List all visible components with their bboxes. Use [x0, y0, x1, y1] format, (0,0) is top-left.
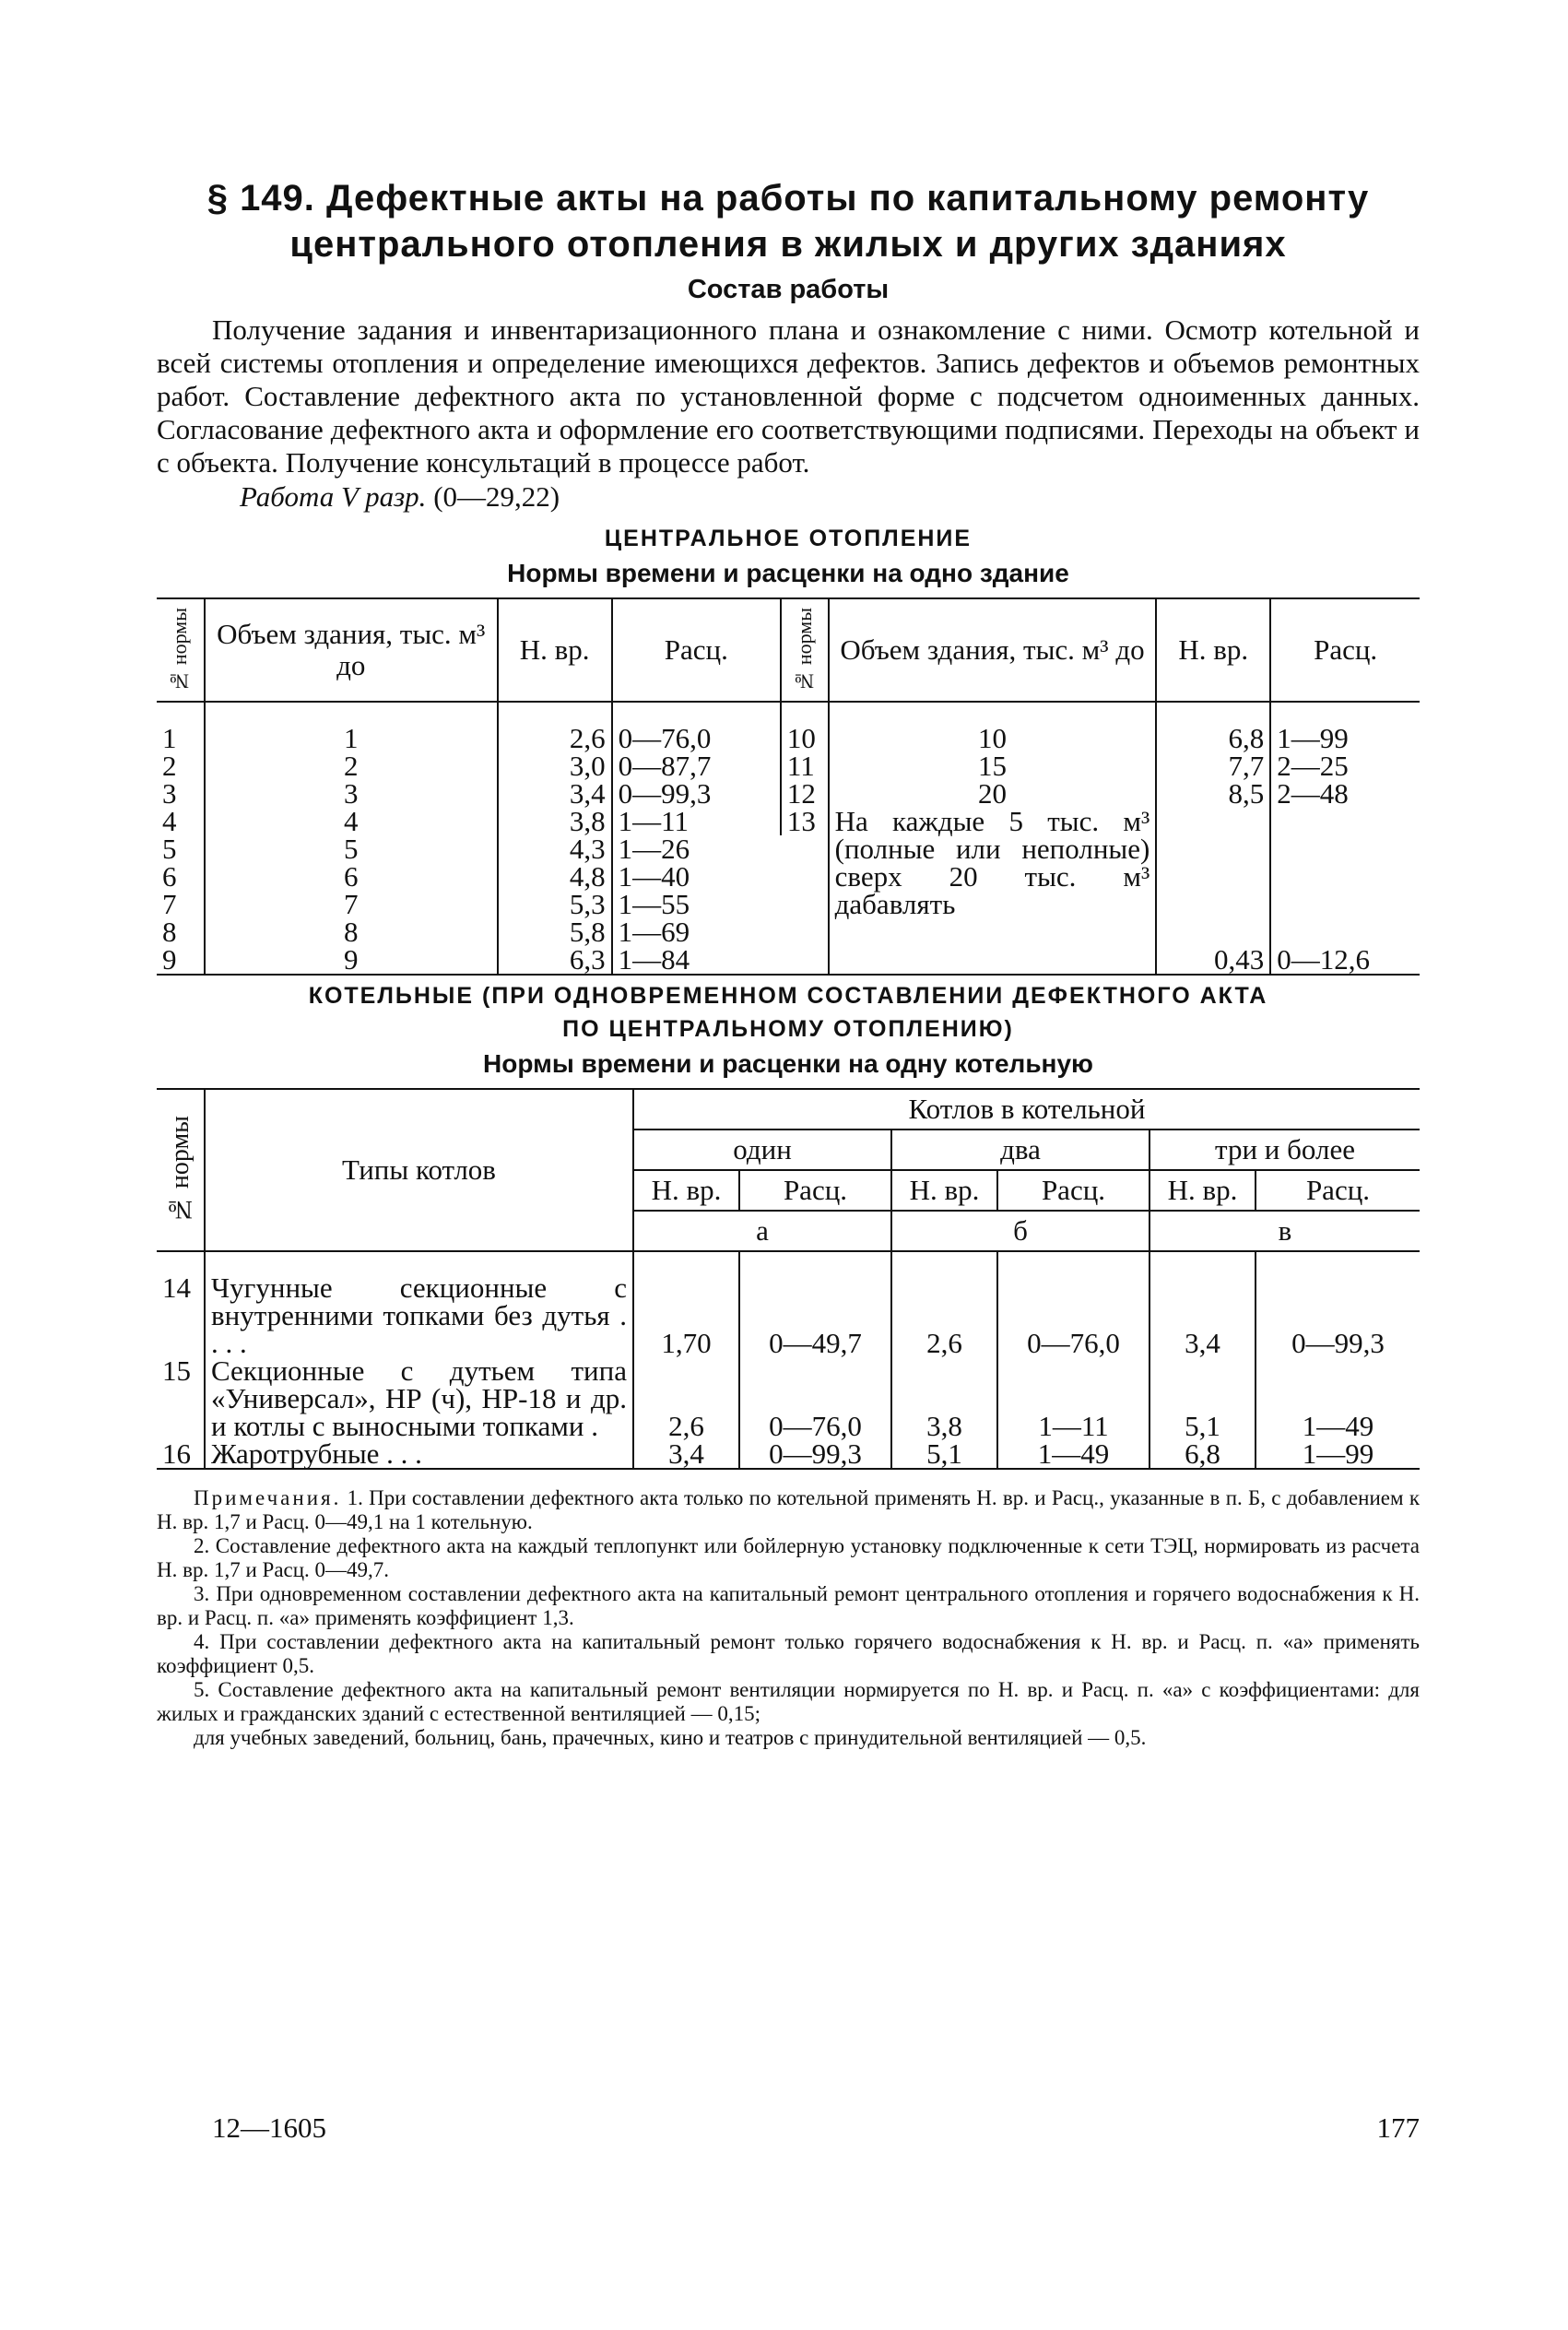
table2-subheading: Нормы времени и расценки на одну котельную: [483, 1049, 1093, 1078]
t1-price: 0—99,3: [612, 780, 781, 808]
note-4: 4. При составлении дефектного акта на капитальный ремонт только горячего водоснабжения к Н. вр. и Расц. п. «а» применять коэффициент 0,5.: [157, 1630, 1420, 1677]
t2-letter-a: а: [633, 1211, 891, 1251]
notes-section: [157, 1486, 1420, 1750]
t2-group-header: Котлов в котельной: [633, 1089, 1420, 1130]
note-1: [157, 1486, 1420, 1534]
t1-num: 11: [781, 752, 829, 780]
table-row: [157, 1440, 1420, 1469]
t2-letter-b: б: [891, 1211, 1149, 1251]
t1-time: 0,43: [1156, 808, 1270, 975]
rate-value: (0—29,22): [433, 480, 560, 513]
t2-price-b: 0—76,0: [997, 1251, 1149, 1357]
t2-col-price-b: Расц.: [997, 1170, 1149, 1211]
t2-price-c: 1—49: [1302, 1410, 1374, 1442]
t2-time-c: 5,1: [1149, 1357, 1256, 1440]
table-row: [157, 1357, 1420, 1440]
t1-volume: 9: [205, 946, 498, 975]
table-row: [157, 752, 1420, 780]
t1-price: 2—25: [1277, 750, 1349, 782]
t2-col-time-c: Н. вр.: [1149, 1170, 1256, 1211]
t2-time-b: 2,6: [891, 1251, 997, 1357]
t1-num: 8: [157, 918, 205, 946]
t1-time: 3,4: [498, 780, 612, 808]
t2-price-c: 1—99: [1302, 1437, 1374, 1470]
t1-volume: 15: [829, 752, 1157, 780]
t1-num: 4: [157, 808, 205, 835]
t1-volume: 5: [205, 835, 498, 863]
table-row: [157, 702, 1420, 752]
t1-num: 9: [157, 946, 205, 975]
t2-num: 16: [157, 1440, 205, 1469]
t1-num: 7: [157, 891, 205, 918]
t2-letter-c: в: [1149, 1211, 1420, 1251]
t1-price: 1—84: [618, 943, 690, 976]
central-heating-table: [157, 597, 1420, 976]
t2-type: Чугунные секционные с внутренними топками без дутья . . . .: [205, 1251, 633, 1357]
t1-price: 2—48: [1277, 777, 1349, 810]
table2-heading-line1: КОТЕЛЬНЫЕ (ПРИ ОДНОВРЕМЕННОМ СОСТАВЛЕНИИ ДЕФЕКТНОГО АКТА: [308, 983, 1268, 1009]
t1-col-volume-left: Объем здания, тыс. м³ до: [205, 598, 498, 702]
t2-time-c: 6,8: [1149, 1440, 1256, 1469]
section-title-line1: § 149. Дефектные акты на работы по капитальному ремонту: [206, 178, 1370, 219]
t1-volume: 1: [205, 702, 498, 752]
t1-time: 7,7: [1156, 752, 1270, 780]
t1-price: 1—69: [618, 916, 690, 948]
t1-col-num-right: [781, 598, 829, 702]
t1-volume: 2: [205, 752, 498, 780]
t2-col-num-label: № нормы: [165, 1116, 195, 1224]
t1-volume: 3: [205, 780, 498, 808]
t2-num: 14: [157, 1251, 205, 1357]
note-1-text: 1. При составлении дефектного акта только по котельной применять Н. вр. и Расц., указанные в п. Б, с добавлением к Н. вр. 1,7 и Расц. 0—49,1 на 1 котельную.: [157, 1486, 1420, 1533]
t1-volume: 6: [205, 863, 498, 891]
t1-num: 3: [157, 780, 205, 808]
footer-code: 12—1605: [212, 2111, 326, 2144]
t1-price: 0—87,7: [612, 752, 781, 780]
table2-heading-line2: ПО ЦЕНТРАЛЬНОМУ ОТОПЛЕНИЮ): [562, 1016, 1014, 1042]
t1-time: 5,8: [498, 918, 612, 946]
t1-price: 1—40: [618, 860, 690, 893]
t1-volume: 8: [205, 918, 498, 946]
t2-price-c: 0—99,3: [1291, 1327, 1385, 1359]
t1-volume: 10: [829, 702, 1157, 752]
t1-volume: 4: [205, 808, 498, 835]
t1-col-volume-right: Объем здания, тыс. м³ до: [829, 598, 1157, 702]
t1-time: 2,6: [498, 702, 612, 752]
t2-type: Секционные с дутьем типа «Универсал», НР (ч), НР-18 и др. и котлы с выносными топками .: [205, 1357, 633, 1440]
table1-subheading: Нормы времени и расценки на одно здание: [507, 559, 1069, 587]
rate-label: Работа V разр.: [240, 480, 427, 513]
t1-num: 6: [157, 863, 205, 891]
t2-price-a: 0—76,0: [739, 1357, 891, 1440]
t1-volume: На каждые 5 тыс. м³ (полные или неполные) сверх 20 тыс. м³ дабавлять: [829, 808, 1157, 975]
t2-sub-two: два: [891, 1130, 1149, 1170]
table1-heading: ЦЕНТРАЛЬНОЕ ОТОПЛЕНИЕ: [604, 526, 973, 551]
t1-time: 6,3: [498, 946, 612, 975]
t1-time: 3,0: [498, 752, 612, 780]
t2-price-b: 1—11: [997, 1357, 1149, 1440]
t1-col-time-right: Н. вр.: [1156, 598, 1270, 702]
t2-col-price-a: Расц.: [739, 1170, 891, 1211]
page-number: 177: [1376, 2111, 1420, 2144]
t1-col-price-right: Расц.: [1270, 598, 1420, 702]
t1-num: 2: [157, 752, 205, 780]
t1-col-price-left: Расц.: [612, 598, 781, 702]
t2-time-a: 2,6: [633, 1357, 739, 1440]
t1-num: 5: [157, 835, 205, 863]
t1-price: 0—12,6: [1277, 943, 1371, 976]
t2-col-time-b: Н. вр.: [891, 1170, 997, 1211]
t1-col-num-right-label: № нормы: [792, 607, 816, 693]
note-3: 3. При одновременном составлении дефектного акта на капитальный ремонт центрального отопления и горячего водоснабжения к Н. вр. и Расц. п. «а» применять коэффициент 1,3.: [157, 1582, 1420, 1629]
t1-time: 5,3: [498, 891, 612, 918]
t1-num: 10: [781, 702, 829, 752]
t1-col-num-left: [157, 598, 205, 702]
t1-price: 1—11: [612, 808, 781, 835]
section-title-line2: центрального отопления в жилых и других зданиях: [289, 224, 1287, 265]
t1-price: 0—76,0: [612, 702, 781, 752]
t1-time: 8,5: [1156, 780, 1270, 808]
t1-col-num-left-label: № нормы: [168, 607, 192, 693]
t1-price: 1—26: [618, 833, 690, 865]
t2-time-b: 3,8: [891, 1357, 997, 1440]
t2-time-b: 5,1: [891, 1440, 997, 1469]
t1-num: 13: [781, 808, 829, 975]
work-composition-label: Состав работы: [687, 275, 890, 304]
t2-sub-three: три и более: [1149, 1130, 1420, 1170]
t1-price: 1—55: [618, 888, 690, 920]
t2-col-types: Типы котлов: [205, 1089, 633, 1251]
document-page: [157, 175, 1420, 1750]
t2-price-b: 1—49: [997, 1440, 1149, 1469]
t2-time-c: 3,4: [1149, 1251, 1256, 1357]
t1-time: 3,8: [498, 808, 612, 835]
t2-sub-one: один: [633, 1130, 891, 1170]
t2-col-num: [157, 1089, 205, 1251]
work-description: Получение задания и инвентаризационного плана и ознакомление с ними. Осмотр котельной и всей системы отопления и определение имеющихся дефектов. Запись дефектов и объемов ремонтных работ. Составление дефектного акта по установленной форме с подсчетом одноименных данных. Согласование дефектного акта и оформление его соответствующими подписями. Переходы на объект и с объекта. Получение консультаций в процессе работ.: [157, 313, 1420, 479]
t2-type: Жаротрубные . . .: [205, 1440, 633, 1469]
t2-col-time-a: Н. вр.: [633, 1170, 739, 1211]
table-row: [157, 780, 1420, 808]
t2-time-a: 1,70: [633, 1251, 739, 1357]
note-6: для учебных заведений, больниц, бань, прачечных, кино и театров с принудительной вентиляцией — 0,5.: [194, 1726, 1147, 1749]
t1-time: 6,8: [1156, 702, 1270, 752]
note-2: 2. Составление дефектного акта на каждый теплопункт или бойлерную установку подключенные к сети ТЭЦ, нормировать из расчета Н. вр. 1,7 и Расц. 0—49,7.: [157, 1534, 1420, 1581]
t2-num: 15: [157, 1357, 205, 1440]
note-5: 5. Составление дефектного акта на капитальный ремонт вентиляции нормируется по Н. вр. и Расц. п. «а» с коэффициентами: для жилых и гражданских зданий с естественной вентиляцией — 0,15;: [157, 1678, 1420, 1725]
page-footer: [212, 2111, 1420, 2145]
t2-price-a: 0—99,3: [739, 1440, 891, 1469]
t1-volume: 20: [829, 780, 1157, 808]
table-row: [157, 1251, 1420, 1357]
t1-volume: 7: [205, 891, 498, 918]
t1-price: 1—99: [1277, 722, 1349, 754]
work-rate: [240, 479, 1420, 514]
t1-time: 4,3: [498, 835, 612, 863]
t2-price-a: 0—49,7: [739, 1251, 891, 1357]
t2-time-a: 3,4: [633, 1440, 739, 1469]
t2-col-price-c: Расц.: [1256, 1170, 1420, 1211]
table-row: [157, 808, 1420, 835]
notes-lead: Примечания.: [194, 1486, 342, 1509]
t1-num: 1: [157, 702, 205, 752]
boiler-rooms-table: [157, 1088, 1420, 1470]
t1-time: 4,8: [498, 863, 612, 891]
t1-col-time-left: Н. вр.: [498, 598, 612, 702]
t1-num: 12: [781, 780, 829, 808]
